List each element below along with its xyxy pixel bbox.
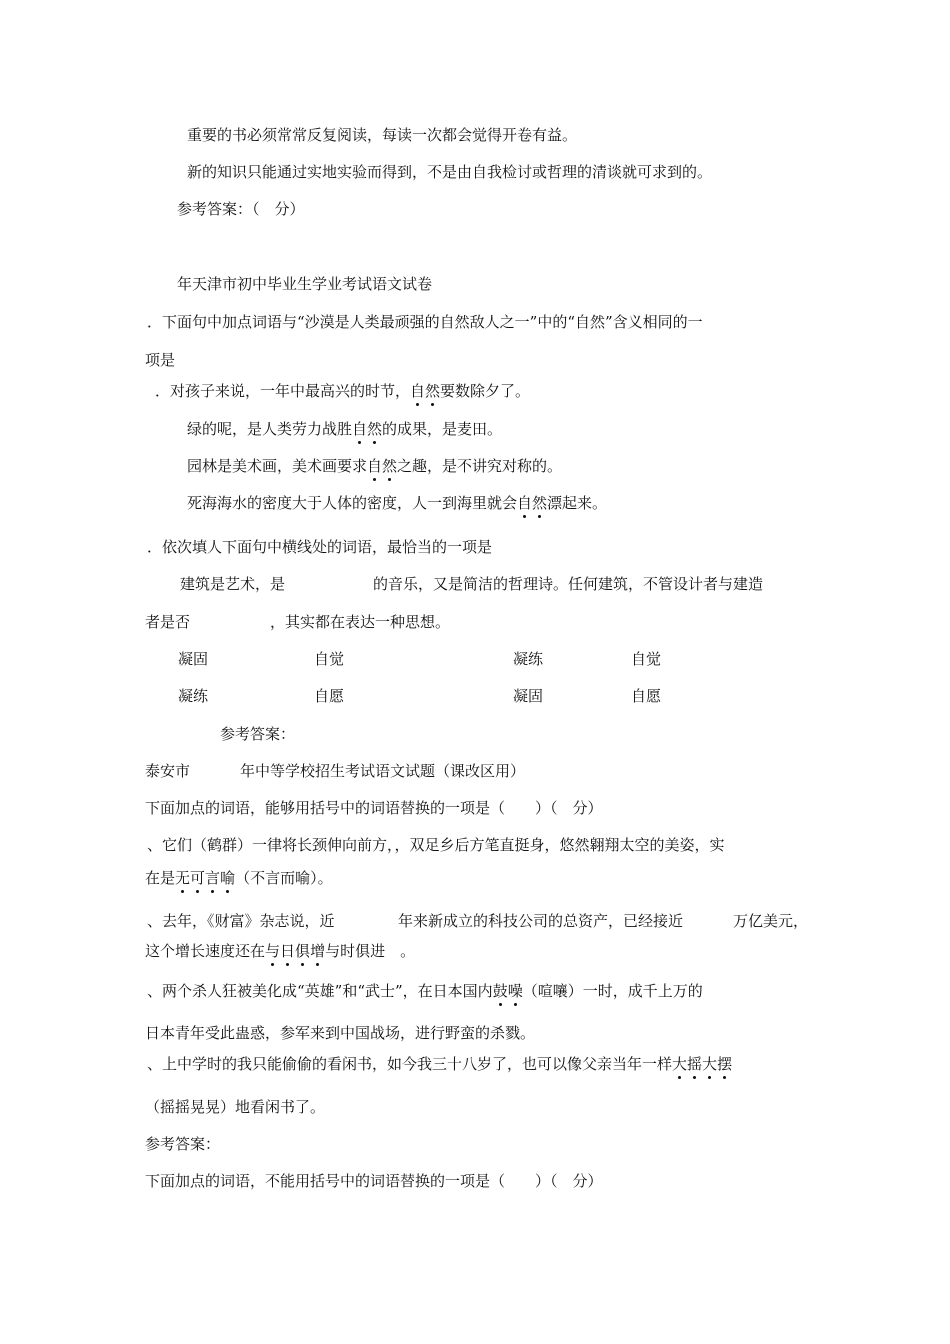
item-text: 这个增长速度还在 — [145, 942, 266, 960]
exam-title-tianjin: 年天津市初中毕业生学业考试语文试卷 — [177, 275, 433, 293]
dotted-char: 自 — [410, 382, 426, 400]
reference-answer: 参考答案： — [145, 1135, 221, 1153]
fill-blank-text-b: 的音乐，又是简洁的哲理诗。任何建筑，不管设计者与建造 — [373, 575, 764, 593]
dotted-char: 摇 — [687, 1055, 703, 1073]
dotted-char: 摆 — [717, 1055, 733, 1073]
dotted-char: 然 — [425, 382, 441, 400]
dotted-char: 日 — [280, 942, 296, 960]
option-text: 漂起来。 — [547, 494, 608, 512]
item-2-line1a: 、去年，《财富》杂志说，近 — [147, 912, 335, 930]
option-text: 绿的呢，是人类劳力战胜 — [187, 420, 353, 438]
option-text: 要数除夕了。 — [440, 382, 531, 400]
choice-word: 凝固 — [178, 650, 209, 668]
item-1-line1: 、它们（鹤群）一律将长颈伸向前方，，双足乡后方笔直挺身，悠然翱翔太空的美姿，实 — [147, 836, 725, 854]
item-text: （不言而喻）。 — [235, 869, 333, 887]
option-c — [187, 456, 562, 476]
exam-title-taian-city: 泰安市 — [145, 762, 191, 780]
choice-word: 凝固 — [513, 687, 544, 705]
dotted-char: 噪 — [507, 982, 523, 1000]
item-3-line2: 日本青年受此蛊惑，参军来到中国战场，进行野蛮的杀戮。 — [145, 1024, 536, 1042]
option-b — [187, 419, 502, 439]
dotted-char: 自 — [367, 457, 383, 475]
question-stem-cont: 项是 — [145, 351, 176, 369]
dotted-char: 大 — [672, 1055, 688, 1073]
item-text: 在是 — [145, 869, 176, 887]
dotted-char: 然 — [532, 494, 548, 512]
item-2-line2 — [145, 941, 415, 961]
option-text: 园林是美术画，美术画要求 — [187, 457, 368, 475]
question-stem: 下面加点的词语，不能用括号中的词语替换的一项是（ ）（ 分） — [145, 1172, 603, 1190]
dotted-char: 然 — [367, 420, 383, 438]
option-text: 的成果，是麦田。 — [382, 420, 503, 438]
item-3-line1 — [147, 981, 703, 1001]
item-text: 、上中学时的我只能偷偷的看闲书，如今我三十八岁了，也可以像父亲当年一样 — [147, 1055, 673, 1073]
fill-blank-text-a: 建筑是艺术，是 — [180, 575, 286, 593]
item-4-line1 — [147, 1054, 732, 1074]
dotted-char: 无 — [175, 869, 191, 887]
dotted-char: 与 — [265, 942, 281, 960]
item-text: 与时俱进 。 — [325, 942, 416, 960]
item-1-line2 — [145, 868, 333, 888]
dotted-char: 喻 — [220, 869, 236, 887]
reference-answer: 参考答案：（ 分） — [177, 200, 305, 218]
dotted-char: 言 — [205, 869, 221, 887]
question-stem: ．依次填人下面句中横线处的词语，最恰当的一项是 — [147, 538, 493, 556]
choice-word: 自愿 — [631, 687, 662, 705]
option-d — [187, 493, 607, 513]
exam-title-taian: 年中等学校招生考试语文试题（课改区用） — [240, 762, 526, 780]
dotted-char: 然 — [382, 457, 398, 475]
question-stem: ．下面句中加点词语与“沙漠是人类最顽强的自然敌人之一”中的“自然”含义相同的一 — [147, 313, 703, 331]
dotted-char: 俱 — [295, 942, 311, 960]
choice-word: 自觉 — [631, 650, 662, 668]
item-text: （喧嚷）一时，成千上万的 — [522, 982, 703, 1000]
dotted-char: 大 — [702, 1055, 718, 1073]
dotted-char: 鼓 — [492, 982, 508, 1000]
option-text: ．对孩子来说，一年中最高兴的时节， — [155, 382, 411, 400]
fill-blank-text-c: 者是否 — [145, 613, 191, 631]
dotted-char: 增 — [310, 942, 326, 960]
dotted-char: 自 — [517, 494, 533, 512]
option-text: 死海海水的密度大于人体的密度，人一到海里就会 — [187, 494, 518, 512]
fill-blank-text-d: ，其实都在表达一种思想。 — [270, 613, 451, 631]
item-2-line1b: 年来新成立的科技公司的总资产，已经接近 — [398, 912, 684, 930]
option-a — [155, 381, 530, 401]
choice-word: 凝练 — [513, 650, 544, 668]
paragraph-knowledge: 新的知识只能通过实地实验而得到，不是由自我检讨或哲理的清谈就可求到的。 — [187, 163, 713, 181]
choice-word: 自觉 — [314, 650, 345, 668]
option-text: 之趣，是不讲究对称的。 — [397, 457, 563, 475]
item-text: 、两个杀人狂被美化成“英雄”和“武士”，在日本国内 — [147, 982, 493, 1000]
dotted-char: 可 — [190, 869, 206, 887]
paragraph-reading: 重要的书必须常常反复阅读，每读一次都会觉得开卷有益。 — [187, 126, 578, 144]
choice-word: 凝练 — [178, 687, 209, 705]
reference-answer: 参考答案： — [220, 725, 296, 743]
item-4-line2: （摇摇晃晃）地看闲书了。 — [145, 1098, 326, 1116]
question-stem: 下面加点的词语，能够用括号中的词语替换的一项是（ ）（ 分） — [145, 799, 603, 817]
choice-word: 自愿 — [314, 687, 345, 705]
dotted-char: 自 — [352, 420, 368, 438]
item-2-line1c: 万亿美元， — [733, 912, 809, 930]
